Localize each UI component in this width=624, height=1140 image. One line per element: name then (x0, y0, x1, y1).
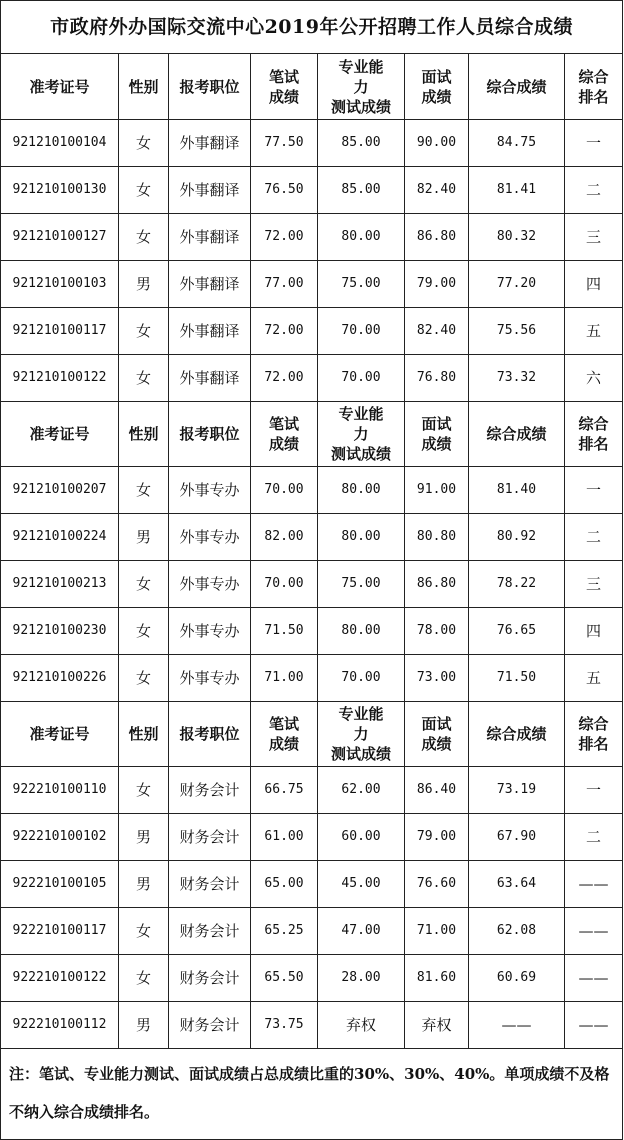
cell-rank: 五 (565, 655, 623, 702)
cell-exam-id: 921210100104 (1, 120, 119, 167)
cell-total-score: 76.65 (469, 608, 565, 655)
cell-written-score: 70.00 (251, 467, 318, 514)
cell-ability-score: 70.00 (318, 308, 405, 355)
column-header-total-score: 综合成绩 (469, 402, 565, 467)
cell-written-score: 61.00 (251, 814, 318, 861)
column-header-ability-score: 专业能 力 测试成绩 (318, 402, 405, 467)
cell-total-score: 77.20 (469, 261, 565, 308)
cell-ability-score: 75.00 (318, 561, 405, 608)
cell-total-score: 80.92 (469, 514, 565, 561)
cell-interview-score: 82.40 (405, 167, 469, 214)
cell-interview-score: 弃权 (405, 1002, 469, 1049)
cell-exam-id: 921210100130 (1, 167, 119, 214)
table-row (1, 261, 623, 308)
column-header-gender: 性别 (119, 702, 169, 767)
cell-gender: 女 (119, 655, 169, 702)
cell-written-score: 70.00 (251, 561, 318, 608)
cell-rank: 四 (565, 261, 623, 308)
cell-gender: 男 (119, 814, 169, 861)
header-row (1, 702, 623, 767)
cell-interview-score: 79.00 (405, 814, 469, 861)
cell-gender: 女 (119, 120, 169, 167)
cell-total-score: 78.22 (469, 561, 565, 608)
cell-rank: —— (565, 1002, 623, 1049)
cell-interview-score: 78.00 (405, 608, 469, 655)
column-header-exam-id: 准考证号 (1, 54, 119, 120)
table-row (1, 655, 623, 702)
cell-written-score: 66.75 (251, 767, 318, 814)
note-row (1, 1049, 623, 1140)
table-row (1, 214, 623, 261)
cell-position: 外事专办 (169, 655, 251, 702)
table-row (1, 561, 623, 608)
table-row (1, 167, 623, 214)
cell-position: 财务会计 (169, 861, 251, 908)
column-header-total-score: 综合成绩 (469, 54, 565, 120)
cell-rank: 三 (565, 561, 623, 608)
cell-position: 外事专办 (169, 608, 251, 655)
cell-written-score: 77.00 (251, 261, 318, 308)
cell-rank: 二 (565, 814, 623, 861)
cell-written-score: 73.75 (251, 1002, 318, 1049)
cell-written-score: 71.00 (251, 655, 318, 702)
column-header-gender: 性别 (119, 54, 169, 120)
cell-written-score: 76.50 (251, 167, 318, 214)
cell-total-score: 63.64 (469, 861, 565, 908)
cell-interview-score: 79.00 (405, 261, 469, 308)
table-row (1, 608, 623, 655)
cell-exam-id: 921210100122 (1, 355, 119, 402)
cell-position: 外事翻译 (169, 214, 251, 261)
cell-exam-id: 922210100122 (1, 955, 119, 1002)
cell-total-score: 80.32 (469, 214, 565, 261)
cell-exam-id: 921210100117 (1, 308, 119, 355)
column-header-exam-id: 准考证号 (1, 702, 119, 767)
cell-written-score: 71.50 (251, 608, 318, 655)
cell-ability-score: 70.00 (318, 655, 405, 702)
cell-exam-id: 922210100112 (1, 1002, 119, 1049)
cell-total-score: 81.41 (469, 167, 565, 214)
cell-rank: 一 (565, 767, 623, 814)
footnote: 注：笔试、专业能力测试、面试成绩占总成绩比重的30%、30%、40%。单项成绩不及格不纳入综合成绩排名。 (1, 1049, 623, 1140)
table-row (1, 861, 623, 908)
cell-position: 外事专办 (169, 514, 251, 561)
cell-position: 外事翻译 (169, 120, 251, 167)
table-row (1, 120, 623, 167)
table-row (1, 514, 623, 561)
cell-ability-score: 28.00 (318, 955, 405, 1002)
cell-position: 外事专办 (169, 561, 251, 608)
cell-exam-id: 922210100105 (1, 861, 119, 908)
cell-written-score: 65.00 (251, 861, 318, 908)
cell-gender: 女 (119, 767, 169, 814)
cell-interview-score: 91.00 (405, 467, 469, 514)
cell-exam-id: 922210100110 (1, 767, 119, 814)
cell-total-score: 73.32 (469, 355, 565, 402)
cell-written-score: 72.00 (251, 308, 318, 355)
column-header-position: 报考职位 (169, 402, 251, 467)
cell-interview-score: 80.80 (405, 514, 469, 561)
cell-gender: 女 (119, 908, 169, 955)
cell-position: 财务会计 (169, 908, 251, 955)
cell-exam-id: 921210100207 (1, 467, 119, 514)
table-row (1, 1002, 623, 1049)
cell-rank: 五 (565, 308, 623, 355)
column-header-interview-score: 面试 成绩 (405, 402, 469, 467)
column-header-exam-id: 准考证号 (1, 402, 119, 467)
cell-rank: 一 (565, 467, 623, 514)
cell-interview-score: 86.80 (405, 214, 469, 261)
cell-interview-score: 76.60 (405, 861, 469, 908)
cell-rank: 三 (565, 214, 623, 261)
cell-ability-score: 85.00 (318, 120, 405, 167)
cell-written-score: 72.00 (251, 214, 318, 261)
cell-rank: —— (565, 955, 623, 1002)
table-row (1, 308, 623, 355)
cell-rank: 二 (565, 514, 623, 561)
cell-rank: —— (565, 861, 623, 908)
cell-position: 财务会计 (169, 1002, 251, 1049)
cell-interview-score: 76.80 (405, 355, 469, 402)
cell-rank: 一 (565, 120, 623, 167)
cell-ability-score: 80.00 (318, 608, 405, 655)
cell-rank: 四 (565, 608, 623, 655)
cell-position: 外事专办 (169, 467, 251, 514)
column-header-ability-score: 专业能 力 测试成绩 (318, 54, 405, 120)
cell-rank: —— (565, 908, 623, 955)
cell-total-score: 75.56 (469, 308, 565, 355)
cell-gender: 女 (119, 467, 169, 514)
cell-written-score: 72.00 (251, 355, 318, 402)
cell-gender: 男 (119, 514, 169, 561)
cell-exam-id: 921210100226 (1, 655, 119, 702)
column-header-written-score: 笔试 成绩 (251, 702, 318, 767)
cell-ability-score: 60.00 (318, 814, 405, 861)
cell-position: 外事翻译 (169, 308, 251, 355)
cell-gender: 男 (119, 1002, 169, 1049)
column-header-position: 报考职位 (169, 702, 251, 767)
header-row (1, 54, 623, 120)
column-header-interview-score: 面试 成绩 (405, 702, 469, 767)
cell-ability-score: 85.00 (318, 167, 405, 214)
column-header-total-score: 综合成绩 (469, 702, 565, 767)
cell-ability-score: 弃权 (318, 1002, 405, 1049)
table-row (1, 467, 623, 514)
cell-position: 外事翻译 (169, 355, 251, 402)
cell-written-score: 65.50 (251, 955, 318, 1002)
cell-exam-id: 921210100224 (1, 514, 119, 561)
cell-ability-score: 45.00 (318, 861, 405, 908)
cell-position: 财务会计 (169, 955, 251, 1002)
cell-interview-score: 86.80 (405, 561, 469, 608)
table-row (1, 355, 623, 402)
cell-position: 外事翻译 (169, 261, 251, 308)
cell-exam-id: 921210100230 (1, 608, 119, 655)
cell-total-score: —— (469, 1002, 565, 1049)
cell-ability-score: 80.00 (318, 514, 405, 561)
cell-ability-score: 47.00 (318, 908, 405, 955)
column-header-rank: 综合 排名 (565, 702, 623, 767)
table-row (1, 955, 623, 1002)
cell-ability-score: 70.00 (318, 355, 405, 402)
cell-ability-score: 75.00 (318, 261, 405, 308)
cell-gender: 女 (119, 308, 169, 355)
cell-rank: 六 (565, 355, 623, 402)
column-header-rank: 综合 排名 (565, 54, 623, 120)
cell-position: 外事翻译 (169, 167, 251, 214)
table-row (1, 767, 623, 814)
cell-total-score: 71.50 (469, 655, 565, 702)
table-row (1, 908, 623, 955)
column-header-gender: 性别 (119, 402, 169, 467)
cell-gender: 男 (119, 861, 169, 908)
cell-total-score: 67.90 (469, 814, 565, 861)
cell-ability-score: 62.00 (318, 767, 405, 814)
cell-rank: 二 (565, 167, 623, 214)
cell-total-score: 62.08 (469, 908, 565, 955)
column-header-position: 报考职位 (169, 54, 251, 120)
cell-gender: 女 (119, 955, 169, 1002)
cell-total-score: 60.69 (469, 955, 565, 1002)
cell-exam-id: 921210100127 (1, 214, 119, 261)
column-header-interview-score: 面试 成绩 (405, 54, 469, 120)
cell-gender: 男 (119, 261, 169, 308)
cell-ability-score: 80.00 (318, 467, 405, 514)
column-header-ability-score: 专业能 力 测试成绩 (318, 702, 405, 767)
cell-gender: 女 (119, 167, 169, 214)
cell-interview-score: 86.40 (405, 767, 469, 814)
cell-interview-score: 82.40 (405, 308, 469, 355)
cell-position: 财务会计 (169, 814, 251, 861)
column-header-written-score: 笔试 成绩 (251, 402, 318, 467)
cell-written-score: 77.50 (251, 120, 318, 167)
cell-exam-id: 922210100102 (1, 814, 119, 861)
cell-interview-score: 71.00 (405, 908, 469, 955)
title-row (1, 1, 623, 54)
cell-gender: 女 (119, 608, 169, 655)
cell-interview-score: 73.00 (405, 655, 469, 702)
cell-position: 财务会计 (169, 767, 251, 814)
cell-gender: 女 (119, 355, 169, 402)
cell-interview-score: 90.00 (405, 120, 469, 167)
cell-ability-score: 80.00 (318, 214, 405, 261)
cell-written-score: 65.25 (251, 908, 318, 955)
cell-interview-score: 81.60 (405, 955, 469, 1002)
column-header-rank: 综合 排名 (565, 402, 623, 467)
cell-total-score: 73.19 (469, 767, 565, 814)
table-row (1, 814, 623, 861)
cell-gender: 女 (119, 214, 169, 261)
cell-written-score: 82.00 (251, 514, 318, 561)
cell-exam-id: 921210100213 (1, 561, 119, 608)
header-row (1, 402, 623, 467)
page-title: 市政府外办国际交流中心2019年公开招聘工作人员综合成绩 (1, 1, 623, 54)
cell-total-score: 84.75 (469, 120, 565, 167)
cell-total-score: 81.40 (469, 467, 565, 514)
cell-exam-id: 921210100103 (1, 261, 119, 308)
column-header-written-score: 笔试 成绩 (251, 54, 318, 120)
cell-exam-id: 922210100117 (1, 908, 119, 955)
cell-gender: 女 (119, 561, 169, 608)
